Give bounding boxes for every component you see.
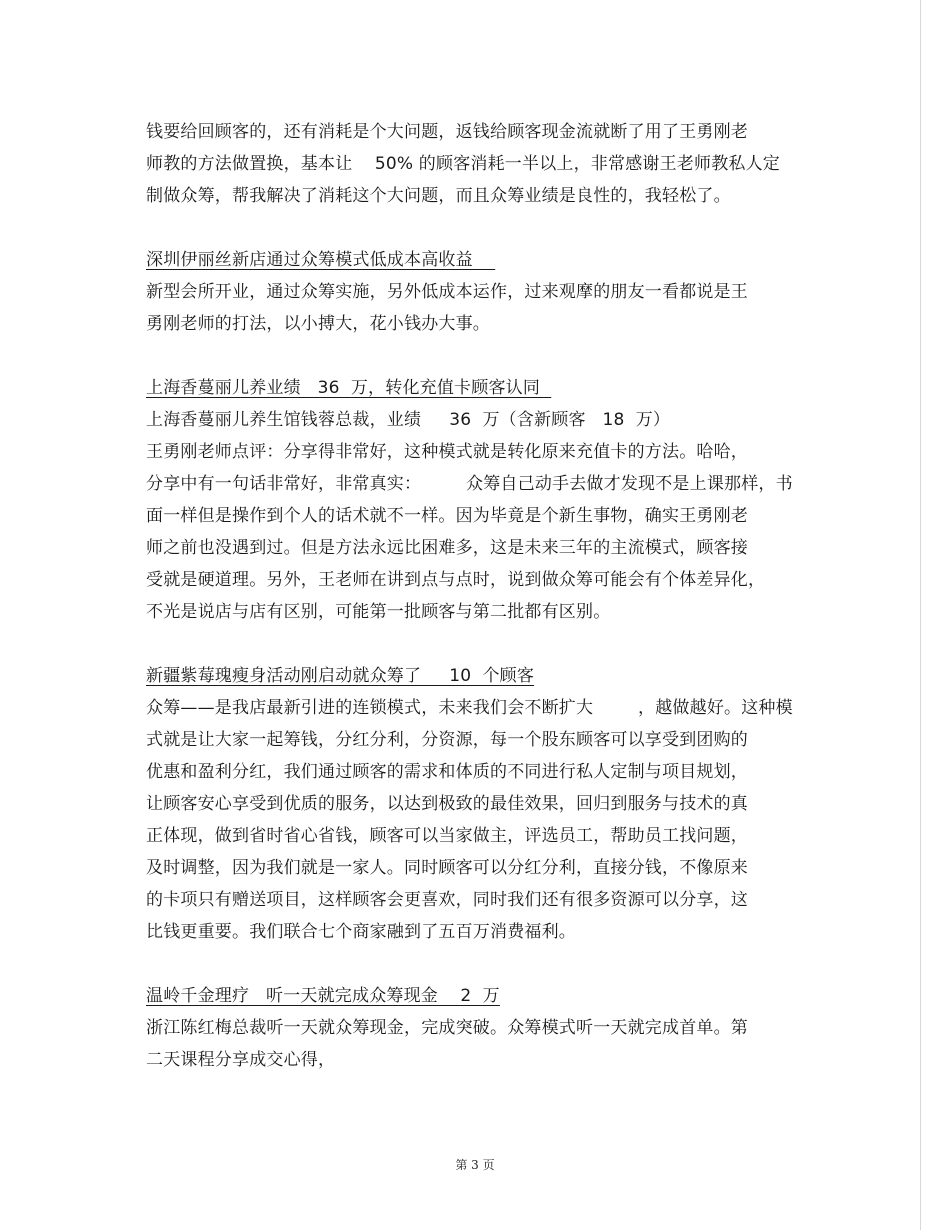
text-line: 王勇刚老师点评：分享得非常好，这种模式就是转化原来充值卡的方法。哈哈，	[146, 442, 748, 462]
text-line: 上海香蔓丽儿养生馆钱蓉总裁，业绩 36 万（含新顾客 18 万）	[146, 410, 671, 430]
text-line: 勇刚老师的打法，以小搏大，花小钱办大事。	[146, 314, 490, 334]
text-line: 及时调整，因为我们就是一家人。同时顾客可以分红分利，直接分钱，不像原来	[146, 858, 748, 878]
text-line: 分享中有一句话非常好，非常真实： 众筹自己动手去做才发现不是上课那样，书	[146, 474, 793, 494]
text-line: 二天课程分享成交心得，	[146, 1050, 336, 1070]
text-line: 的卡项只有赠送项目，这样顾客会更喜欢，同时我们还有很多资源可以分享，这	[146, 890, 748, 910]
text-line: 众筹——是我店最新引进的连锁模式，未来我们会不断扩大 ，越做越好。这种模	[146, 698, 793, 718]
text-line: 师之前也没遇到过。但是方法永远比困难多，这是未来三年的主流模式，顾客接	[146, 538, 748, 558]
text-line: 式就是让大家一起筹钱，分红分利，分资源，每一个股东顾客可以享受到团购的	[146, 730, 748, 750]
text-line: 浙江陈红梅总裁听一天就众筹现金，完成突破。众筹模式听一天就完成首单。第	[146, 1018, 748, 1038]
text-line: 面一样但是操作到个人的话术就不一样。因为毕竟是个新生事物，确实王勇刚老	[146, 506, 748, 526]
text-line: 正体现，做到省时省心省钱，顾客可以当家做主，评选员工，帮助员工找问题，	[146, 826, 748, 846]
text-line: 优惠和盈利分红，我们通过顾客的需求和体质的不同进行私人定制与项目规划，	[146, 762, 748, 782]
text-line: 新型会所开业，通过众筹实施，另外低成本运作，过来观摩的朋友一看都说是王	[146, 282, 748, 302]
text-line: 不光是说店与店有区别，可能第一批顾客与第二批都有区别。	[146, 602, 611, 622]
text-line: 让顾客安心享受到优质的服务，以达到极致的最佳效果，回归到服务与技术的真	[146, 794, 748, 814]
section-heading-xinjiang: 新疆紫莓瑰瘦身活动刚启动就众筹了 10 个顾客	[146, 666, 535, 686]
text-line: 制做众筹，帮我解决了消耗这个大问题，而且众筹业绩是良性的，我轻松了。	[146, 186, 731, 206]
section-heading-wenling: 温岭千金理疗 听一天就完成众筹现金 2 万	[146, 986, 500, 1006]
section-heading-shanghai: 上海香蔓丽儿养业绩 36 万，转化充值卡顾客认同	[146, 378, 552, 398]
page-number: 第 3 页	[455, 1158, 495, 1172]
page-edge-divider	[920, 0, 921, 1230]
text-line: 受就是硬道理。另外，王老师在讲到点与点时，说到做众筹可能会有个体差异化，	[146, 570, 766, 590]
section-heading-shenzhen: 深圳伊丽丝新店通过众筹模式低成本高收益	[146, 250, 496, 270]
text-line: 钱要给回顾客的，还有消耗是个大问题，返钱给顾客现金流就断了用了王勇刚老	[146, 122, 748, 142]
text-line: 师教的方法做置换，基本让 50% 的顾客消耗一半以上，非常感谢王老师教私人定	[146, 154, 781, 174]
text-line: 比钱更重要。我们联合七个商家融到了五百万消费福利。	[146, 922, 576, 942]
